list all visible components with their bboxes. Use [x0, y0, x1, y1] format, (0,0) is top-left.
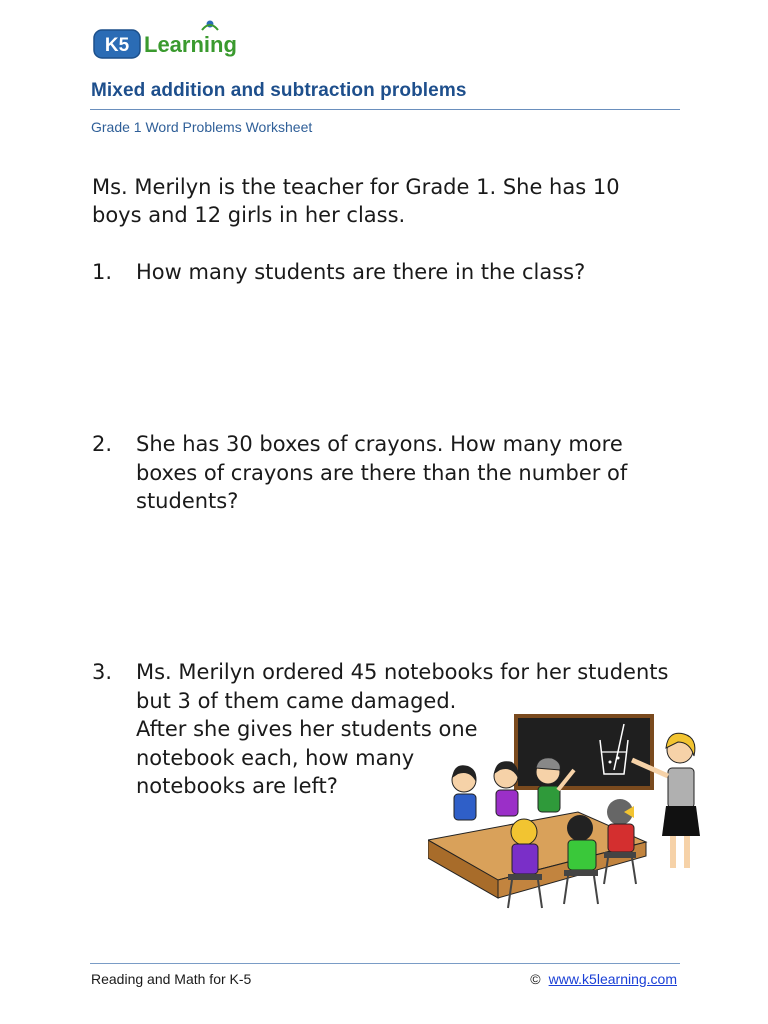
- question-line: She has 30 boxes of crayons. How many more: [136, 432, 623, 456]
- worksheet-title: Mixed addition and subtraction problems: [91, 80, 467, 101]
- k5-learning-logo: [92, 18, 262, 62]
- question-number: 1.: [92, 260, 113, 284]
- question-line: Ms. Merilyn ordered 45 notebooks for her students: [136, 660, 669, 684]
- footer-copyright: [530, 971, 677, 987]
- question-line: After she gives her students one: [136, 717, 478, 741]
- question-number: 2.: [92, 432, 113, 456]
- footer-tagline: Reading and Math for K-5: [91, 971, 252, 987]
- copyright-symbol: ©: [530, 971, 541, 987]
- title-divider: [90, 109, 680, 110]
- question-text: [136, 430, 696, 516]
- question-line: How many students are there in the class?: [136, 260, 586, 284]
- question-line: but 3 of them came damaged.: [136, 688, 457, 713]
- footer-divider: [90, 963, 680, 964]
- question-number: 3.: [92, 660, 113, 684]
- worksheet-subtitle: Grade 1 Word Problems Worksheet: [91, 119, 313, 135]
- svg-text:K5: K5: [104, 35, 130, 56]
- question-line: notebook each, how many: [136, 745, 415, 770]
- question-line: notebooks are left?: [136, 774, 338, 798]
- question-text: [136, 258, 696, 287]
- svg-text:Learning: Learning: [144, 32, 237, 57]
- question-line: students?: [136, 489, 239, 513]
- footer-website-link[interactable]: www.k5learning.com: [548, 971, 677, 987]
- intro-paragraph: Ms. Merilyn is the teacher for Grade 1. She has 10 boys and 12 girls in her class.: [92, 175, 620, 227]
- classroom-illustration: [428, 712, 708, 924]
- question-line: boxes of crayons are there than the number of: [136, 460, 628, 485]
